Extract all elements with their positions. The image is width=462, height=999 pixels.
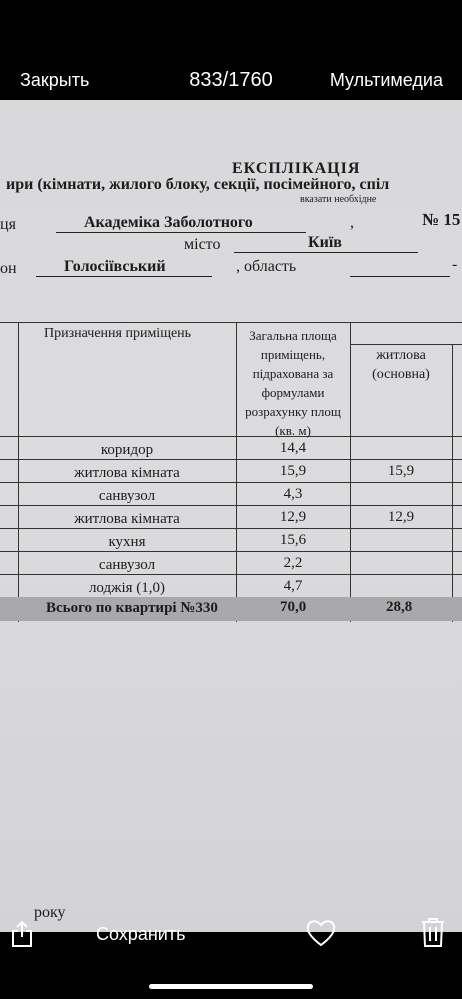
total-living: 28,8: [386, 599, 413, 615]
total-label: Всього по квартирі №330: [46, 600, 218, 616]
col-living-header: житлова (основна): [372, 348, 430, 382]
row-total: 12,9: [279, 509, 307, 525]
row-name: житлова кімната: [74, 465, 180, 481]
grid-line: [0, 436, 462, 437]
row-name: житлова кімната: [74, 511, 180, 527]
row-total: 4,3: [283, 486, 303, 502]
grid-line: [452, 344, 453, 622]
doc-subtitle: ири (кімнати, жилого блоку, секції, посімейного, спіл: [6, 176, 390, 193]
save-button[interactable]: Сохранить: [96, 924, 186, 944]
grid-line: [0, 459, 462, 460]
multimedia-button[interactable]: Мультимедиа: [329, 70, 443, 90]
year-suffix: року: [34, 904, 66, 921]
share-icon[interactable]: [10, 920, 34, 953]
trash-icon[interactable]: [420, 916, 446, 953]
street-prefix: ця: [0, 216, 16, 233]
photo-counter: 833/1760: [189, 69, 273, 91]
district-prefix: он: [0, 260, 17, 277]
grid-line: [0, 551, 462, 552]
total-row: [0, 597, 462, 621]
top-bar: [0, 64, 462, 100]
city-label: місто: [184, 236, 221, 253]
number-label: № 15: [422, 210, 461, 229]
col-purpose-header: Призначення приміщень: [44, 326, 192, 341]
row-name: кухня: [108, 534, 146, 550]
col-total-header: Загальна площа приміщень, підрахована за формулами розрахунку площ (кв. м): [245, 328, 341, 438]
row-total: 2,2: [283, 555, 303, 571]
row-total: 15,6: [279, 532, 307, 548]
doc-title: ЕКСПЛІКАЦІЯ: [232, 160, 361, 177]
row-total: 15,9: [279, 463, 307, 479]
grid-line: [0, 528, 462, 529]
street-value: Академіка Заболотного: [56, 214, 306, 233]
row-living: 12,9: [387, 509, 415, 525]
row-name: санвузол: [98, 488, 156, 504]
document-photo: [0, 100, 462, 932]
comma: ,: [350, 214, 354, 231]
bottom-bar: [0, 910, 462, 960]
row-name: коридор: [100, 442, 154, 458]
grid-line: [350, 344, 462, 345]
row-total: 4,7: [283, 578, 303, 594]
grid-line: [0, 482, 462, 483]
district-value: Голосіївський: [36, 258, 212, 277]
grid-line: [0, 505, 462, 506]
home-indicator: [149, 984, 313, 989]
row-total: 14,4: [279, 440, 307, 456]
city-value: Київ: [234, 234, 418, 253]
close-button[interactable]: Закрыть: [20, 70, 90, 90]
total-value: 70,0: [280, 599, 307, 615]
dash: -: [452, 256, 458, 273]
region-line: [350, 276, 450, 277]
row-living: 15,9: [387, 463, 415, 479]
row-name: лоджія (1,0): [88, 580, 166, 596]
region-label: , область: [236, 258, 297, 275]
grid-line: [0, 322, 462, 323]
doc-note: вказати необхідне: [300, 194, 377, 205]
heart-icon[interactable]: [305, 918, 337, 953]
row-name: санвузол: [98, 557, 156, 573]
grid-line: [0, 574, 462, 575]
